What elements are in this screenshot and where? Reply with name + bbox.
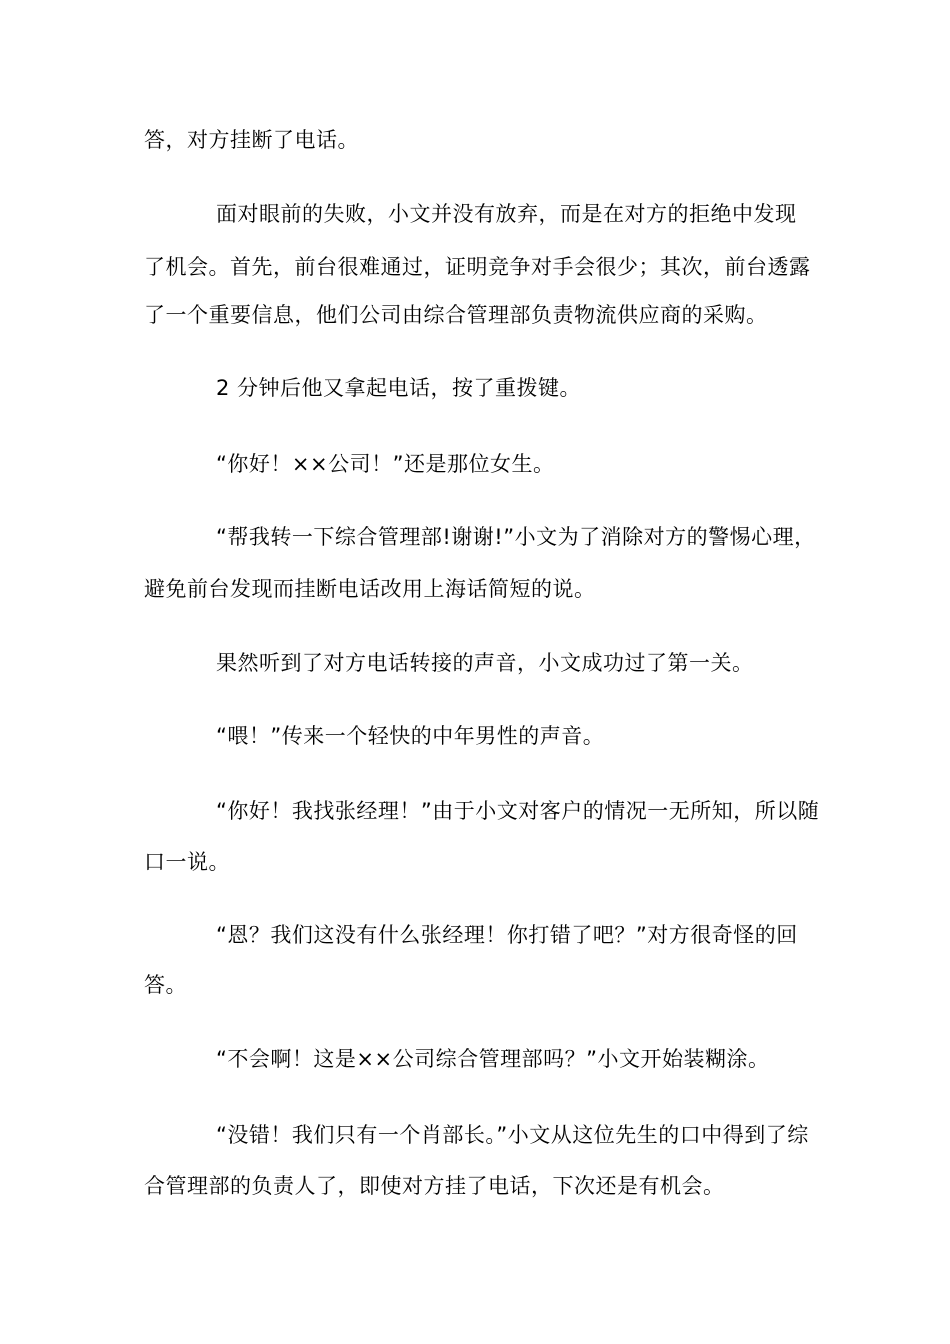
paragraph-11-line-2: 合管理部的负责人了，即使对方挂了电话，下次还是有机会。 xyxy=(144,1174,725,1198)
paragraph-2-line-2: 了机会。首先，前台很难通过，证明竞争对手会很少；其次，前台透露 xyxy=(144,255,811,279)
paragraph-4-line-1: “你好！××公司！”还是那位女生。 xyxy=(216,452,555,476)
paragraph-9-line-1: “恩？我们这没有什么张经理！你打错了吧？”对方很奇怪的回 xyxy=(216,923,798,947)
paragraph-6-line-1: 果然听到了对方电话转接的声音，小文成功过了第一关。 xyxy=(216,651,754,675)
paragraph-5-line-1: “帮我转一下综合管理部!谢谢!”小文为了消除对方的警惕心理， xyxy=(216,525,816,549)
paragraph-8-line-1: “你好！我找张经理！”由于小文对客户的情况一无所知，所以随 xyxy=(216,799,820,823)
paragraph-9-line-2: 答。 xyxy=(144,973,187,997)
paragraph-2-line-3: 了一个重要信息，他们公司由综合管理部负责物流供应商的采购。 xyxy=(144,303,768,327)
paragraph-3-line-1: 2 分钟后他又拿起电话，按了重拨键。 xyxy=(216,376,582,400)
paragraph-5-line-2: 避免前台发现而挂断电话改用上海话简短的说。 xyxy=(144,577,596,601)
paragraph-1-line-1: 答，对方挂断了电话。 xyxy=(144,128,359,152)
paragraph-7-line-1: “喂！”传来一个轻快的中年男性的声音。 xyxy=(216,724,605,748)
paragraph-8-line-2: 口一说。 xyxy=(144,850,230,874)
paragraph-10-line-1: “不会啊！这是××公司综合管理部吗？”小文开始装糊涂。 xyxy=(216,1047,770,1071)
paragraph-11-line-1: “没错！我们只有一个肖部长。”小文从这位先生的口中得到了综 xyxy=(216,1123,809,1147)
paragraph-2-line-1: 面对眼前的失败，小文并没有放弃，而是在对方的拒绝中发现 xyxy=(216,202,797,226)
